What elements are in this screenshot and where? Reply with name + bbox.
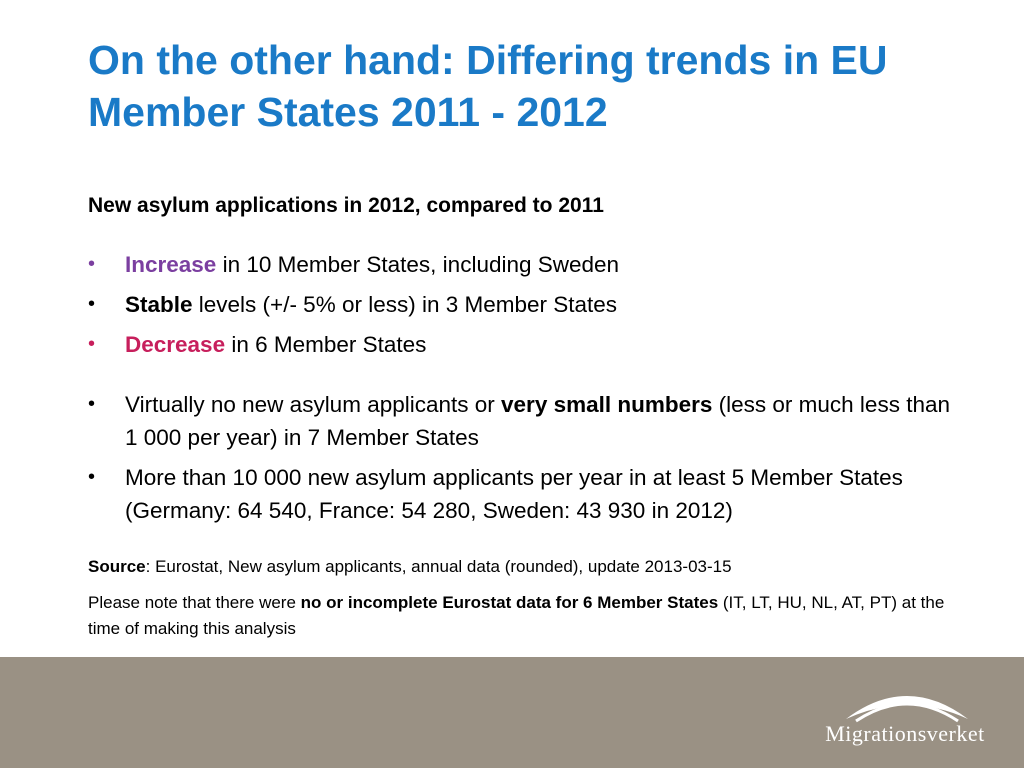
small-numbers-bold: very small numbers	[501, 392, 713, 417]
slide-title: On the other hand: Differing trends in EU Member States 2011 - 2012	[88, 37, 888, 135]
small-numbers-text-before: Virtually no new asylum applicants or	[125, 392, 502, 417]
source-label: Source	[88, 557, 146, 576]
note-text-before: Please note that there were	[88, 593, 301, 612]
bullet-dot: •	[88, 466, 96, 488]
data-note	[88, 590, 968, 642]
bullet-large-numbers	[88, 461, 968, 527]
bullet-decrease	[88, 328, 968, 361]
source-text: : Eurostat, New asylum applicants, annual data (rounded), update 2013-03-15	[145, 557, 732, 576]
increase-text: in 10 Member States, including Sweden	[216, 252, 620, 277]
source-line	[88, 554, 968, 580]
bullet-small-numbers	[88, 388, 968, 454]
stable-label: Stable	[125, 292, 193, 317]
volume-bullet-list	[88, 388, 968, 534]
bullet-stable	[88, 288, 968, 321]
logo-wordmark: Migrationsverket	[825, 721, 985, 746]
decrease-label: Decrease	[125, 332, 226, 357]
trend-bullet-list	[88, 248, 968, 368]
bullet-dot: •	[88, 333, 96, 355]
bullet-dot: •	[88, 293, 96, 315]
bullet-dot: •	[88, 253, 96, 275]
bridge-arc-icon	[842, 679, 972, 723]
slide-subtitle: New asylum applications in 2012, compared to 2011	[88, 194, 604, 217]
stable-text: levels (+/- 5% or less) in 3 Member States	[192, 292, 618, 317]
increase-label: Increase	[125, 252, 217, 277]
large-numbers-text: More than 10 000 new asylum applicants per year in at least 5 Member States (Germany: 64 540, France: 54 280, Sweden: 43 930 in 2012)	[125, 465, 903, 523]
small-numbers-text-after: (less or much less than 1 000 per year) in 7 Member States	[125, 392, 950, 450]
bullet-increase	[88, 248, 968, 281]
bullet-dot: •	[88, 393, 96, 415]
footer-band	[0, 657, 1024, 768]
migrationsverket-logo	[810, 679, 1000, 759]
decrease-text: in 6 Member States	[225, 332, 427, 357]
note-bold: no or incomplete Eurostat data for 6 Member States	[300, 593, 719, 612]
note-text-after: (IT, LT, HU, NL, AT, PT) at the time of making this analysis	[88, 593, 945, 638]
